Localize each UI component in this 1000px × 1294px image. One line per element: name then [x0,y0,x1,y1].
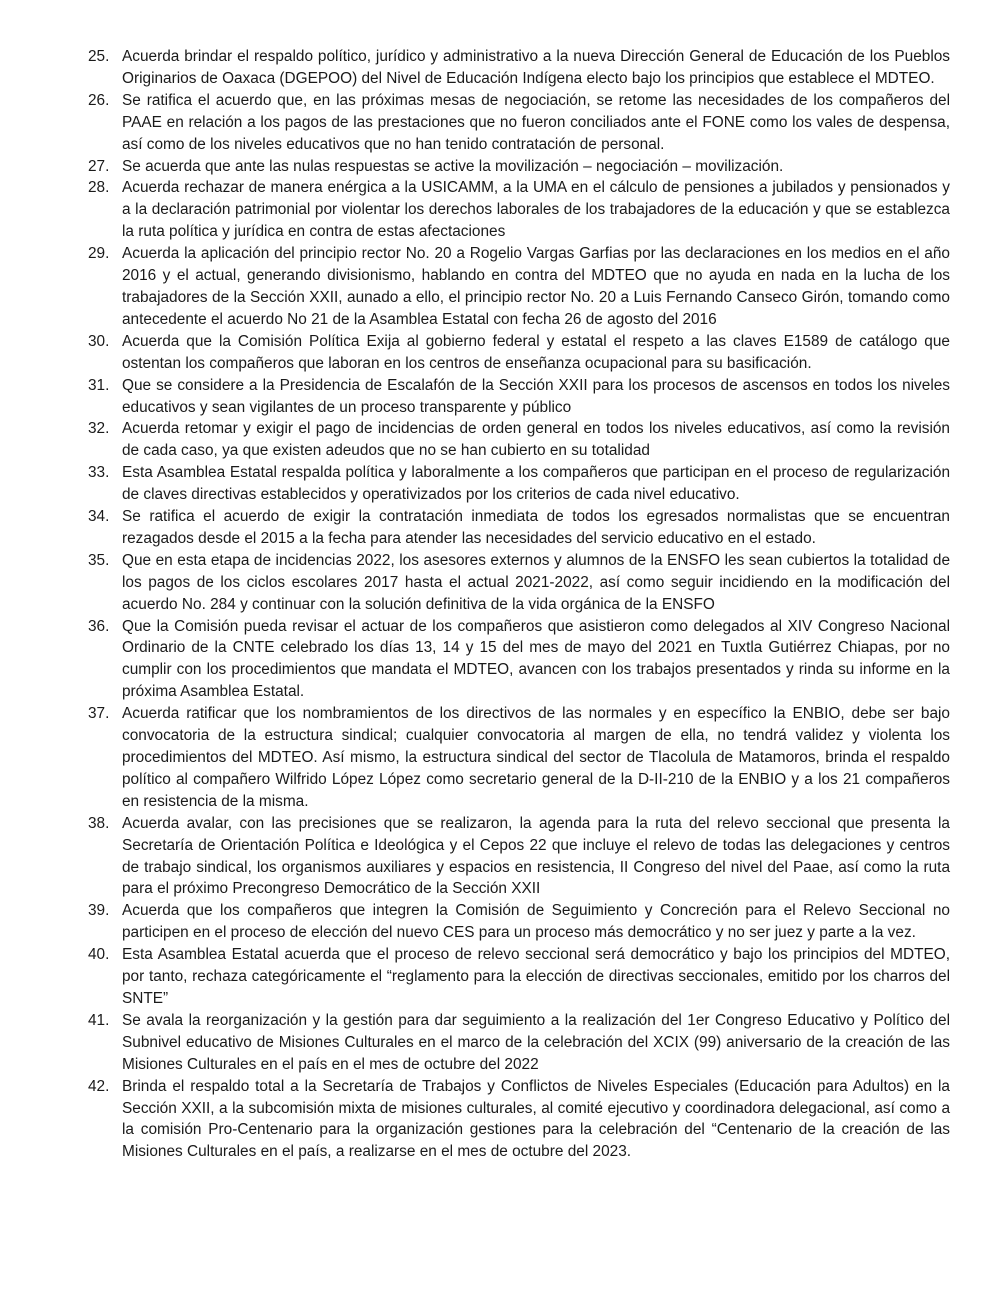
item-number: 34. [88,508,110,526]
item-number: 30. [88,332,110,350]
item-text: Acuerda rechazar de manera enérgica a la USICAMM, a la UMA en el cálculo de pensiones a jubilados y pensionados y a la declaración patrimonial por violentar los derechos laborales de los trabajadores de la educación y que se establezca la ruta política y jurídica en contra de estas afectaciones [122,179,950,241]
list-item [88,331,950,375]
item-number: 41. [88,1011,110,1029]
item-text: Brinda el respaldo total a la Secretaría de Trabajos y Conflictos de Niveles Especiales (Educación para Adultos) en la Sección XXII, a la subcomisión mixta de misiones culturales, al comité ejecutivo y coordinadora delegacional, así como a la comisión Pro-Centenario para la organización gestiones para la celebración del “Centenario de la creación de las Misiones Culturales en el país, a realizarse en el mes de octubre del 2023. [122,1077,950,1161]
item-text: Se avala la reorganización y la gestión para dar seguimiento a la realización del 1er Congreso Educativo y Político del Subnivel educativo de Misiones Culturales en el marco de la celebración del XCIX (99) aniversario de la creación de las Misiones Culturales en el país en el mes de octubre del 2022 [122,1011,950,1073]
item-number: 25. [88,48,110,65]
item-number: 37. [88,705,110,723]
list-item [88,156,950,178]
item-number: 42. [88,1077,110,1095]
list-item [88,375,950,419]
item-number: 33. [88,464,110,482]
item-text: Acuerda ratificar que los nombramientos de los directivos de las normales y en específico la ENBIO, debe ser bajo convocatoria de la estructura sindical; cualquier convocatoria al margen de ella, no tendrá validez y violenta los procedimientos del MDTEO. Así mismo, la estructura sindical del sector de Tlacolula de Matamoros, brinda el respaldo político al compañero Wilfrido López López como secretario general de la D-II-210 de la ENBIO y a los 21 compañeros en resistencia de la misma. [122,705,950,810]
item-text: Se ratifica el acuerdo de exigir la contratación inmediata de todos los egresados normalistas que se encuentran rezagados desde el 2015 a la fecha para atender las necesidades del servicio educativo en el estado. [122,508,950,547]
item-text: Acuerda que la Comisión Política Exija al gobierno federal y estatal el respeto a las claves E1589 de catálogo que ostentan los compañeros que laboran en los centros de enseñanza ocupacional para su basificación. [122,332,950,372]
item-text: Que en esta etapa de incidencias 2022, los asesores externos y alumnos de la ENSFO les sean cubiertos la totalidad de los pagos de los ciclos escolares 2017 hasta el actual 2021-2022, así como seguir incidiendo en la modificación del acuerdo No. 284 y continuar con la solución definitiva de la vida orgánica de la ENSFO [122,551,950,613]
item-text: Esta Asamblea Estatal respalda política y laboralmente a los compañeros que participan en el proceso de regularización de claves directivas establecidos y operativizados por los criterios de cada nivel educativo. [122,464,950,504]
list-item [88,46,950,90]
item-text: Que la Comisión pueda revisar el actuar de los compañeros que asistieron como delegados al XIV Congreso Nacional Ordinario de la CNTE celebrado los días 13, 14 y 15 del mes de mayo del 2021 en Tuxtla Gutiérrez Chiapas, por no cumplir con los procedimientos que mandata el MDTEO, avancen con los trabajos presentados y rinda su informe en la próxima Asamblea Estatal. [122,617,950,701]
list-item [88,1076,950,1164]
list-item [88,506,950,550]
item-number: 40. [88,946,110,964]
list-item [88,462,950,506]
item-text: Acuerda avalar, con las precisiones que se realizaron, la agenda para la ruta del relevo seccional que presenta la Secretaría de Orientación Política e Ideológica y el Cepos 22 que incluye el relevo de todas las delegaciones y centros de trabajo sindical, los organismos auxiliares y espacios en resistencia, II Congreso del nivel del Paae, así como la ruta para el próximo Precongreso Democrático de la Sección XXII [122,814,950,898]
item-number: 27. [88,157,110,175]
item-text: Se ratifica el acuerdo que, en las próximas mesas de negociación, se retome las necesidades de los compañeros del PAAE en relación a los pagos de las prestaciones que no fueron conciliados ante el FONE como los vales de despensa, así como de los niveles educativos que no han tenido contratación de personal. [122,91,950,153]
list-item [88,813,950,901]
item-text: Acuerda retomar y exigir el pago de incidencias de orden general en todos los niveles educativos, así como la revisión de cada caso, ya que existen adeudos que no se han cubierto en su totalidad [122,420,950,460]
list-item [88,900,950,944]
item-text: Se acuerda que ante las nulas respuestas se active la movilización – negociación – movilización. [122,157,784,175]
list-item [88,418,950,462]
list-item [88,177,950,243]
list-item [88,90,950,156]
item-text: Esta Asamblea Estatal acuerda que el proceso de relevo seccional será democrático y bajo los principios del MDTEO, por tanto, rechaza categóricamente el “reglamento para la elección de directivas seccionales, emitido por los charros del SNTE” [122,946,950,1007]
item-text: Acuerda la aplicación del principio rector No. 20 a Rogelio Vargas Garfias por las declaraciones en los medios en el año 2016 y el actual, generando divisionismo, hablando en contra del MDTEO que no ayuda en nada en la lucha de los trabajadores de la Sección XXII, aunado a ello, el principio rector No. 20 a Luis Fernando Canseco Girón, tomando como antecedente el acuerdo No 21 de la Asamblea Estatal con fecha 26 de agosto del 2016 [122,245,950,328]
list-item [88,703,950,813]
resolutions-list [88,46,950,1163]
item-number: 39. [88,902,110,920]
list-item [88,944,950,1010]
item-number: 31. [88,376,110,394]
item-number: 35. [88,551,110,569]
item-number: 29. [88,245,110,263]
list-item [88,1010,950,1076]
list-item [88,616,950,704]
item-text: Que se considere a la Presidencia de Escalafón de la Sección XXII para los procesos de ascensos en todos los niveles educativos y sean vigilantes de un proceso transparente y público [122,376,950,416]
item-number: 26. [88,91,110,109]
item-number: 38. [88,814,110,832]
item-text: Acuerda que los compañeros que integren la Comisión de Seguimiento y Concreción para el Relevo Seccional no participen en el proceso de elección del nuevo CES para un proceso más democrático y no ser juez y parte a la vez. [122,902,950,942]
item-number: 32. [88,420,110,438]
document-page [88,46,950,1163]
list-item [88,550,950,616]
item-number: 28. [88,179,110,197]
item-number: 36. [88,617,110,635]
list-item [88,243,950,331]
item-text: Acuerda brindar el respaldo político, jurídico y administrativo a la nueva Dirección General de Educación de los Pueblos Originarios de Oaxaca (DGEPOO) del Nivel de Educación Indígena electo bajo los principios que establece el MDTEO. [122,48,950,87]
